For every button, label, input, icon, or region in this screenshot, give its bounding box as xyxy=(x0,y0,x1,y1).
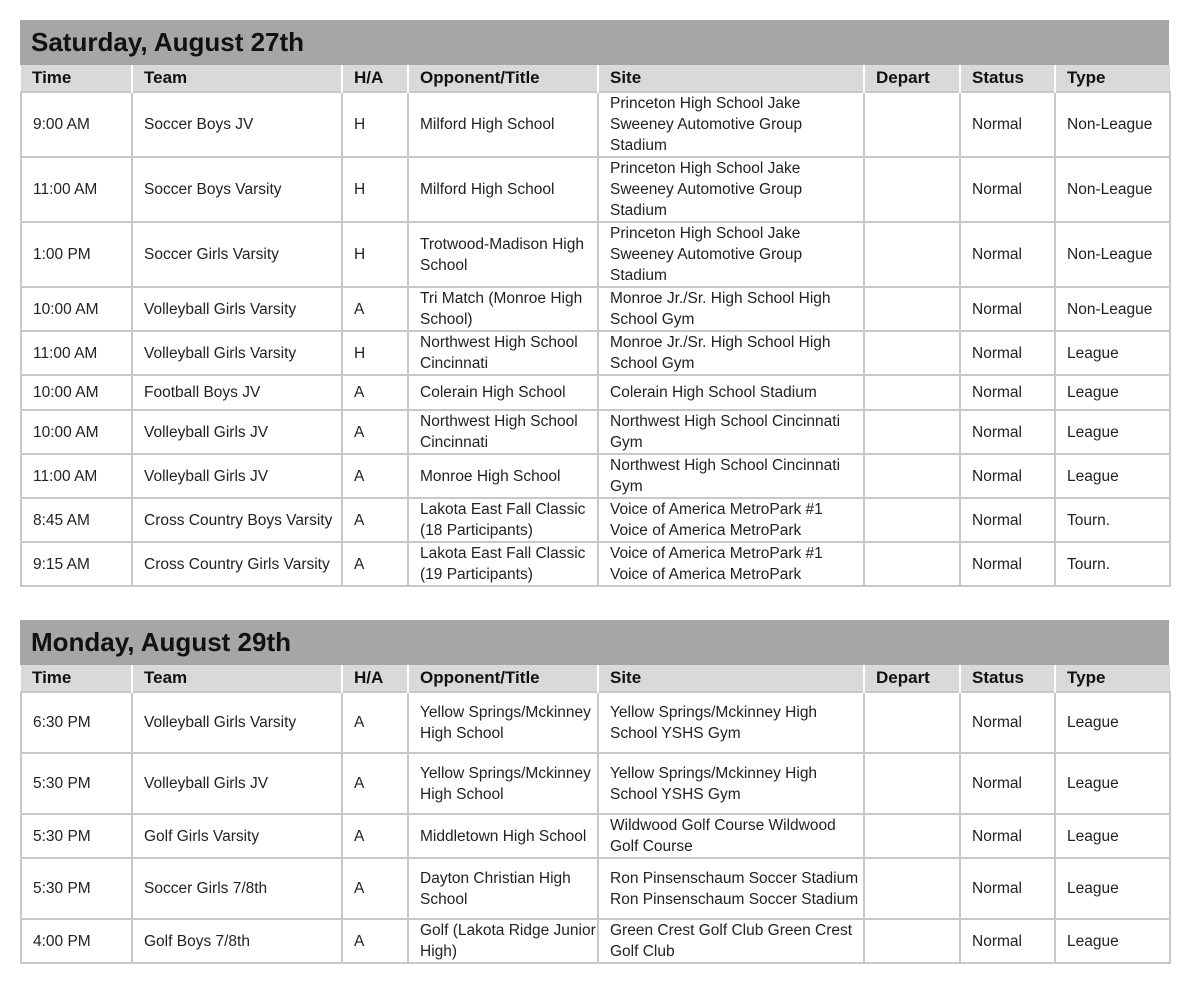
time-cell: 11:00 AM xyxy=(21,331,132,375)
status-cell: Normal xyxy=(960,919,1055,963)
status-cell: Normal xyxy=(960,498,1055,542)
schedule-section-saturday xyxy=(20,20,1169,587)
table-row xyxy=(21,753,1170,814)
home-away-cell: A xyxy=(342,542,408,586)
column-header-status: Status xyxy=(960,665,1055,692)
table-row xyxy=(21,222,1170,287)
status-cell: Normal xyxy=(960,287,1055,331)
depart-cell xyxy=(864,542,960,586)
home-away-cell: H xyxy=(342,157,408,222)
status-cell: Normal xyxy=(960,814,1055,858)
site-cell: Green Crest Golf Club Green Crest Golf Club xyxy=(598,919,864,963)
team-cell: Soccer Boys JV xyxy=(132,92,342,157)
status-cell: Normal xyxy=(960,454,1055,498)
status-cell: Normal xyxy=(960,375,1055,410)
day-title: Monday, August 29th xyxy=(20,620,1169,665)
table-row xyxy=(21,919,1170,963)
table-row xyxy=(21,692,1170,753)
status-cell: Normal xyxy=(960,692,1055,753)
opponent-cell: Milford High School xyxy=(408,157,598,222)
time-cell: 8:45 AM xyxy=(21,498,132,542)
column-header-type: Type xyxy=(1055,65,1170,92)
time-cell: 5:30 PM xyxy=(21,753,132,814)
site-cell: Northwest High School Cincinnati Gym xyxy=(598,454,864,498)
depart-cell xyxy=(864,919,960,963)
table-row xyxy=(21,410,1170,454)
time-cell: 11:00 AM xyxy=(21,454,132,498)
type-cell: Tourn. xyxy=(1055,542,1170,586)
column-header-site: Site xyxy=(598,65,864,92)
opponent-cell: Milford High School xyxy=(408,92,598,157)
team-cell: Golf Boys 7/8th xyxy=(132,919,342,963)
depart-cell xyxy=(864,410,960,454)
column-header-time: Time xyxy=(21,665,132,692)
type-cell: League xyxy=(1055,331,1170,375)
opponent-cell: Northwest High School Cincinnati xyxy=(408,410,598,454)
site-cell: Monroe Jr./Sr. High School High School Gym xyxy=(598,331,864,375)
opponent-cell: Lakota East Fall Classic (19 Participants) xyxy=(408,542,598,586)
depart-cell xyxy=(864,92,960,157)
column-header-time: Time xyxy=(21,65,132,92)
type-cell: Tourn. xyxy=(1055,498,1170,542)
type-cell: League xyxy=(1055,858,1170,919)
site-cell: Princeton High School Jake Sweeney Automotive Group Stadium xyxy=(598,222,864,287)
column-header-depart: Depart xyxy=(864,665,960,692)
home-away-cell: A xyxy=(342,919,408,963)
schedule-section-monday xyxy=(20,620,1169,964)
time-cell: 5:30 PM xyxy=(21,814,132,858)
site-cell: Wildwood Golf Course Wildwood Golf Course xyxy=(598,814,864,858)
depart-cell xyxy=(864,692,960,753)
team-cell: Soccer Girls 7/8th xyxy=(132,858,342,919)
type-cell: League xyxy=(1055,692,1170,753)
column-header-status: Status xyxy=(960,65,1055,92)
time-cell: 11:00 AM xyxy=(21,157,132,222)
home-away-cell: A xyxy=(342,287,408,331)
site-cell: Princeton High School Jake Sweeney Automotive Group Stadium xyxy=(598,157,864,222)
opponent-cell: Lakota East Fall Classic (18 Participants) xyxy=(408,498,598,542)
time-cell: 6:30 PM xyxy=(21,692,132,753)
depart-cell xyxy=(864,858,960,919)
opponent-cell: Yellow Springs/Mckinney High School xyxy=(408,692,598,753)
team-cell: Football Boys JV xyxy=(132,375,342,410)
status-cell: Normal xyxy=(960,222,1055,287)
site-cell: Northwest High School Cincinnati Gym xyxy=(598,410,864,454)
table-row xyxy=(21,858,1170,919)
home-away-cell: A xyxy=(342,410,408,454)
depart-cell xyxy=(864,331,960,375)
opponent-cell: Colerain High School xyxy=(408,375,598,410)
home-away-cell: A xyxy=(342,375,408,410)
opponent-cell: Northwest High School Cincinnati xyxy=(408,331,598,375)
header-row xyxy=(21,65,1170,92)
time-cell: 10:00 AM xyxy=(21,410,132,454)
site-cell: Monroe Jr./Sr. High School High School Gym xyxy=(598,287,864,331)
column-header-type: Type xyxy=(1055,665,1170,692)
table-row xyxy=(21,331,1170,375)
column-header-ha: H/A xyxy=(342,65,408,92)
depart-cell xyxy=(864,753,960,814)
opponent-cell: Trotwood-Madison High School xyxy=(408,222,598,287)
type-cell: Non-League xyxy=(1055,222,1170,287)
team-cell: Soccer Girls Varsity xyxy=(132,222,342,287)
site-cell: Ron Pinsenschaum Soccer Stadium Ron Pinsenschaum Soccer Stadium xyxy=(598,858,864,919)
time-cell: 4:00 PM xyxy=(21,919,132,963)
column-header-opponent: Opponent/Title xyxy=(408,65,598,92)
column-header-team: Team xyxy=(132,665,342,692)
table-row xyxy=(21,542,1170,586)
time-cell: 10:00 AM xyxy=(21,287,132,331)
depart-cell xyxy=(864,454,960,498)
team-cell: Volleyball Girls JV xyxy=(132,410,342,454)
opponent-cell: Tri Match (Monroe High School) xyxy=(408,287,598,331)
depart-cell xyxy=(864,157,960,222)
opponent-cell: Monroe High School xyxy=(408,454,598,498)
table-row xyxy=(21,498,1170,542)
time-cell: 1:00 PM xyxy=(21,222,132,287)
table-row xyxy=(21,375,1170,410)
home-away-cell: A xyxy=(342,498,408,542)
site-cell: Yellow Springs/Mckinney High School YSHS Gym xyxy=(598,753,864,814)
status-cell: Normal xyxy=(960,331,1055,375)
depart-cell xyxy=(864,498,960,542)
type-cell: League xyxy=(1055,753,1170,814)
team-cell: Volleyball Girls JV xyxy=(132,753,342,814)
column-header-site: Site xyxy=(598,665,864,692)
type-cell: League xyxy=(1055,814,1170,858)
time-cell: 5:30 PM xyxy=(21,858,132,919)
table-row xyxy=(21,287,1170,331)
opponent-cell: Middletown High School xyxy=(408,814,598,858)
home-away-cell: A xyxy=(342,858,408,919)
depart-cell xyxy=(864,222,960,287)
site-cell: Voice of America MetroPark #1 Voice of America MetroPark xyxy=(598,498,864,542)
time-cell: 9:15 AM xyxy=(21,542,132,586)
team-cell: Cross Country Girls Varsity xyxy=(132,542,342,586)
schedule-table xyxy=(20,65,1171,587)
site-cell: Princeton High School Jake Sweeney Automotive Group Stadium xyxy=(598,92,864,157)
day-title: Saturday, August 27th xyxy=(20,20,1169,65)
depart-cell xyxy=(864,287,960,331)
home-away-cell: A xyxy=(342,454,408,498)
column-header-team: Team xyxy=(132,65,342,92)
column-header-depart: Depart xyxy=(864,65,960,92)
team-cell: Golf Girls Varsity xyxy=(132,814,342,858)
type-cell: Non-League xyxy=(1055,287,1170,331)
type-cell: Non-League xyxy=(1055,157,1170,222)
opponent-cell: Golf (Lakota Ridge Junior High) xyxy=(408,919,598,963)
time-cell: 10:00 AM xyxy=(21,375,132,410)
opponent-cell: Yellow Springs/Mckinney High School xyxy=(408,753,598,814)
status-cell: Normal xyxy=(960,92,1055,157)
status-cell: Normal xyxy=(960,157,1055,222)
home-away-cell: H xyxy=(342,92,408,157)
depart-cell xyxy=(864,375,960,410)
status-cell: Normal xyxy=(960,542,1055,586)
team-cell: Volleyball Girls Varsity xyxy=(132,692,342,753)
table-body xyxy=(21,692,1170,963)
site-cell: Voice of America MetroPark #1 Voice of America MetroPark xyxy=(598,542,864,586)
depart-cell xyxy=(864,814,960,858)
column-header-opponent: Opponent/Title xyxy=(408,665,598,692)
home-away-cell: A xyxy=(342,692,408,753)
type-cell: Non-League xyxy=(1055,92,1170,157)
column-header-ha: H/A xyxy=(342,665,408,692)
status-cell: Normal xyxy=(960,858,1055,919)
team-cell: Volleyball Girls Varsity xyxy=(132,331,342,375)
home-away-cell: A xyxy=(342,814,408,858)
home-away-cell: H xyxy=(342,331,408,375)
site-cell: Colerain High School Stadium xyxy=(598,375,864,410)
table-body xyxy=(21,92,1170,586)
team-cell: Soccer Boys Varsity xyxy=(132,157,342,222)
home-away-cell: A xyxy=(342,753,408,814)
team-cell: Volleyball Girls Varsity xyxy=(132,287,342,331)
team-cell: Volleyball Girls JV xyxy=(132,454,342,498)
table-row xyxy=(21,157,1170,222)
table-row xyxy=(21,454,1170,498)
opponent-cell: Dayton Christian High School xyxy=(408,858,598,919)
table-row xyxy=(21,92,1170,157)
type-cell: League xyxy=(1055,410,1170,454)
header-row xyxy=(21,665,1170,692)
status-cell: Normal xyxy=(960,410,1055,454)
home-away-cell: H xyxy=(342,222,408,287)
time-cell: 9:00 AM xyxy=(21,92,132,157)
type-cell: League xyxy=(1055,919,1170,963)
status-cell: Normal xyxy=(960,753,1055,814)
table-row xyxy=(21,814,1170,858)
type-cell: League xyxy=(1055,454,1170,498)
schedule-table xyxy=(20,665,1171,964)
team-cell: Cross Country Boys Varsity xyxy=(132,498,342,542)
type-cell: League xyxy=(1055,375,1170,410)
site-cell: Yellow Springs/Mckinney High School YSHS Gym xyxy=(598,692,864,753)
